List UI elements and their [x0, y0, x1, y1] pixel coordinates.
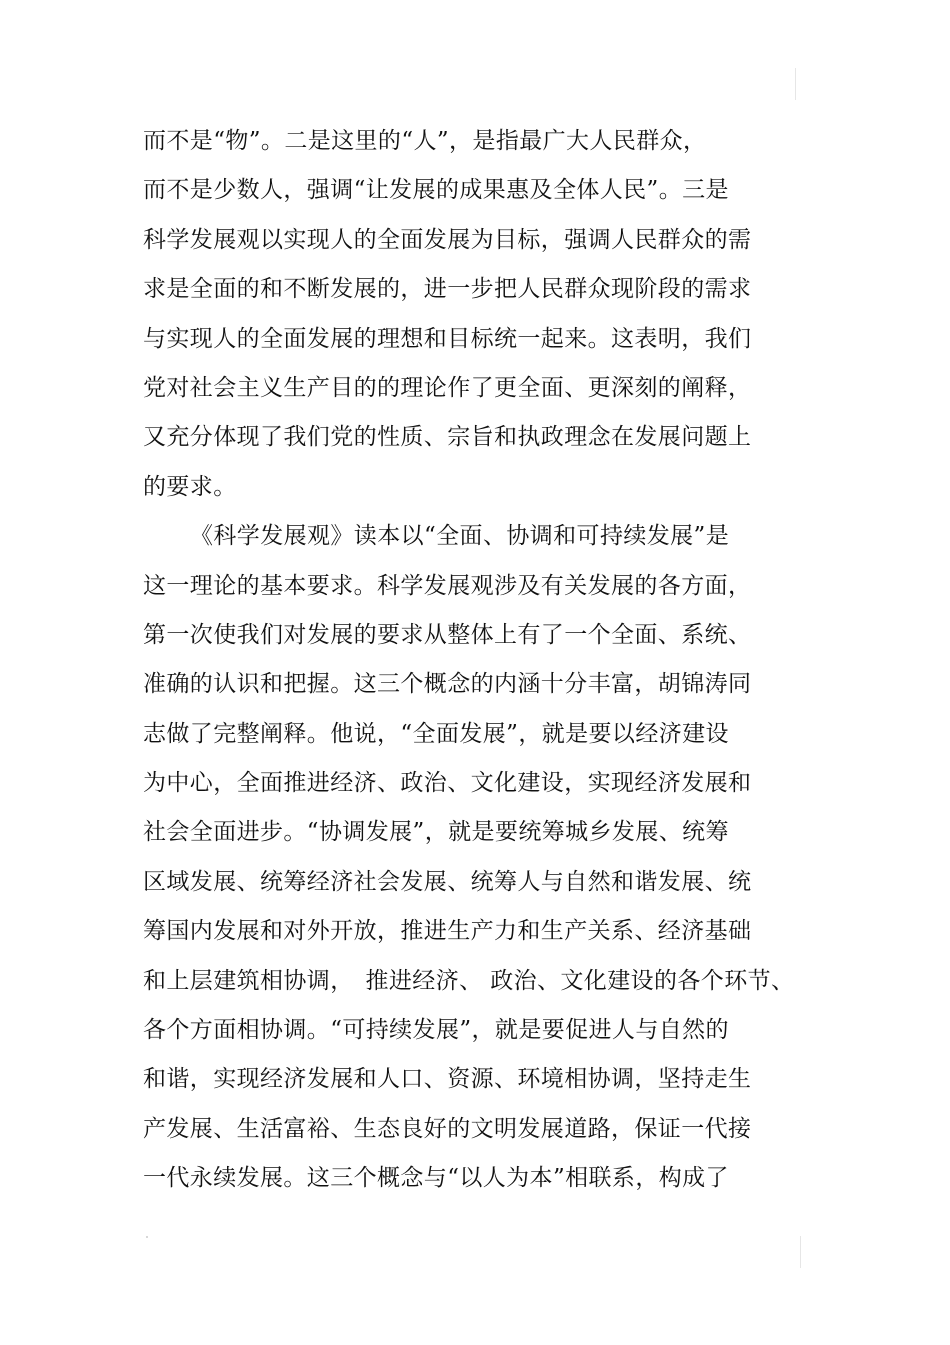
text-line: 的要求。 [143, 473, 237, 500]
text-line: 党对社会主义生产目的的理论作了更全面、更深刻的阐释， [143, 374, 752, 401]
text-line: 准确的认识和把握。这三个概念的内涵十分丰富，胡锦涛同 [143, 671, 752, 698]
text-line: 和谐，实现经济发展和人口、资源、环境相协调，坚持走生 [143, 1066, 752, 1093]
text-line: 一代永续发展。这三个概念与“以人为本”相联系，构成了 [143, 1165, 729, 1192]
text-line: 求是全面的和不断发展的，进一步把人民群众现阶段的需求 [143, 276, 752, 303]
text-line: 又充分体现了我们党的性质、宗旨和执政理念在发展问题上 [143, 424, 752, 451]
text-line: 这一理论的基本要求。科学发展观涉及有关发展的各方面， [143, 572, 752, 599]
scan-speck [146, 1236, 148, 1238]
text-line: 产发展、生活富裕、生态良好的文明发展道路，保证一代接 [143, 1115, 752, 1142]
text-line: 第一次使我们对发展的要求从整体上有了一个全面、系统、 [143, 621, 752, 648]
text-line: 志做了完整阐释。他说，“全面发展”，就是要以经济建设 [143, 720, 729, 747]
text-line: 和上层建筑相协调， 推进经济、 政治、文化建设的各个环节、 [143, 967, 795, 994]
text-line: 而不是少数人，强调“让发展的成果惠及全体人民”。三是 [143, 177, 729, 204]
text-line: 而不是“物”。二是这里的“人”，是指最广大人民群众， [143, 128, 707, 154]
text-line: 区域发展、统筹经济社会发展、统筹人与自然和谐发展、统 [143, 868, 752, 895]
text-line: 与实现人的全面发展的理想和目标统一起来。这表明，我们 [143, 325, 752, 352]
text-line: 筹国内发展和对外开放，推进生产力和生产关系、经济基础 [143, 918, 752, 945]
text-line: 科学发展观以实现人的全面发展为目标，强调人民群众的需 [143, 226, 752, 253]
text-line: 《科学发展观》读本以“全面、协调和可持续发展”是 [190, 523, 730, 550]
page-edge-mark-top [795, 68, 796, 100]
text-line: 为中心，全面推进经济、政治、文化建设，实现经济发展和 [143, 770, 752, 797]
page-edge-mark-bottom [800, 1236, 801, 1268]
text-line: 社会全面进步。“协调发展”，就是要统筹城乡发展、统筹 [143, 819, 729, 846]
text-line: 各个方面相协调。“可持续发展”，就是要促进人与自然的 [143, 1017, 729, 1044]
body-text [0, 122, 950, 1209]
